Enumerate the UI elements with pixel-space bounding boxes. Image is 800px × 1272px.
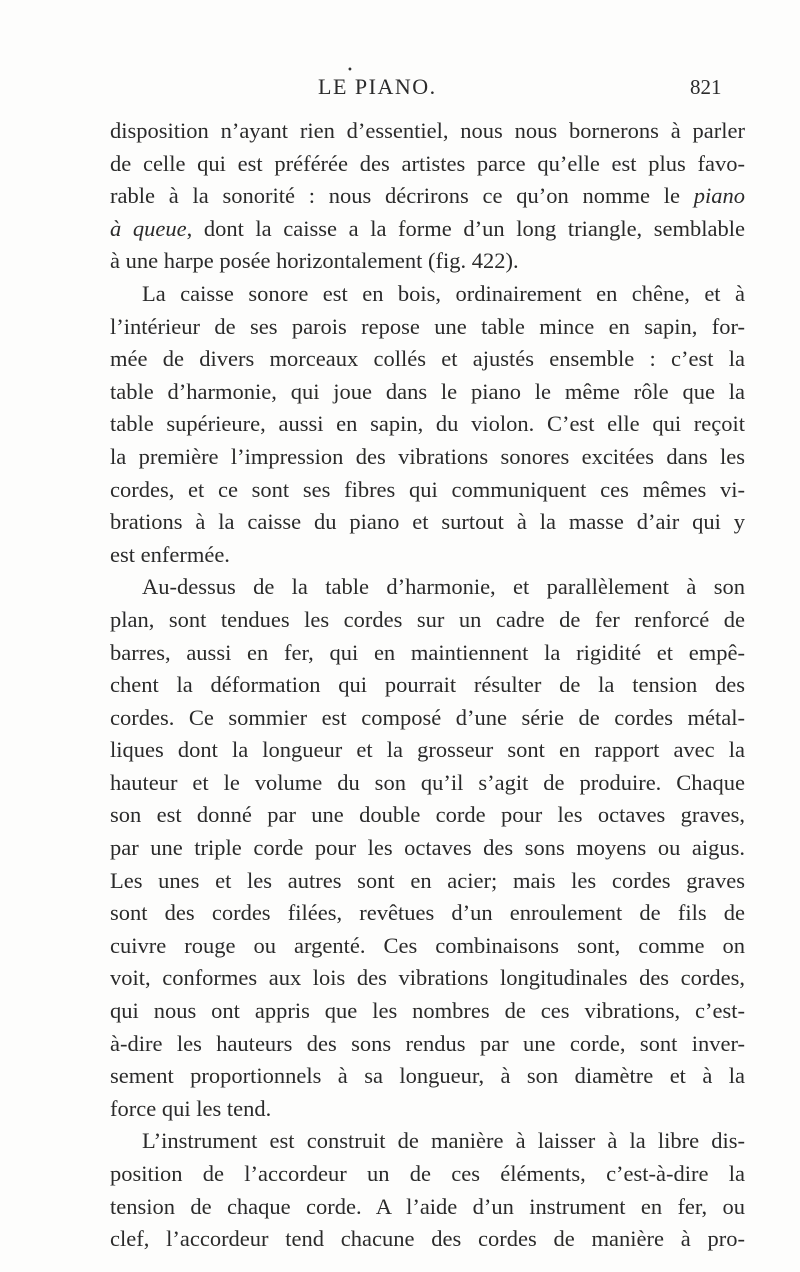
running-header [0, 74, 800, 104]
text-line: disposition n’ayant rien d’essentiel, nous nous bornerons à parler [110, 118, 745, 143]
text-line: cordes. Ce sommier est composé d’une série de cordes métal- [110, 704, 745, 730]
text-line: cuivre rouge ou argenté. Ces combinaisons sont, comme on [110, 932, 745, 958]
text-line: l’intérieur de ses parois repose une table mince en sapin, for- [110, 313, 745, 339]
text-line: rable à la sonorité : nous décrirons ce qu’on nomme le piano [110, 183, 745, 209]
paragraph [110, 571, 745, 1125]
text-line: à queue, dont la caisse a la forme d’un long triangle, semblable [110, 215, 746, 241]
text-line: Les unes et les autres sont en acier; mais les cordes graves [110, 867, 745, 893]
text-line: barres, aussi en fer, qui en maintiennent la rigidité et empê- [110, 639, 745, 665]
paragraph [110, 115, 745, 278]
text-line: force qui les tend. [110, 1095, 272, 1121]
text-line: table d’harmonie, qui joue dans le piano le même rôle que la [110, 378, 745, 404]
paragraph [110, 1125, 745, 1255]
printer-mark: • [347, 65, 353, 76]
page-number: 821 [690, 75, 722, 99]
paragraph [110, 278, 745, 571]
text-line: liques dont la longueur et la grosseur sont en rapport avec la [110, 737, 745, 763]
text-line: qui nous ont appris que les nombres de ces vibrations, c’est- [110, 998, 745, 1024]
body-text [110, 115, 745, 1256]
text-line: mée de divers morceaux collés et ajustés ensemble : c’est la [110, 346, 745, 372]
text-line: brations à la caisse du piano et surtout à la masse d’air qui y [110, 509, 745, 535]
text-line: clef, l’accordeur tend chacune des cordes de manière à pro- [110, 1226, 745, 1252]
text-line: tension de chaque corde. A l’aide d’un instrument en fer, ou [110, 1193, 745, 1219]
text-line: plan, sont tendues les cordes sur un cadre de fer renforcé de [110, 606, 745, 632]
text-line: hauteur et le volume du son qu’il s’agit de produire. Chaque [110, 769, 745, 795]
text-line: cordes, et ce sont ses fibres qui communiquent ces mêmes vi- [110, 476, 745, 502]
italic-text: piano [693, 183, 745, 209]
italic-text: à queue [110, 215, 187, 241]
text-line: est enfermée. [110, 541, 230, 567]
text-line: de celle qui est préférée des artistes parce qu’elle est plus favo- [110, 150, 745, 176]
running-head-title: LE PIANO. [318, 74, 437, 99]
text-line: La caisse sonore est en bois, ordinairement en chêne, et à [142, 280, 745, 306]
text-line: Au-dessus de la table d’harmonie, et parallèlement à son [142, 574, 745, 600]
text-line: par une triple corde pour les octaves des sons moyens ou aigus. [110, 835, 745, 861]
text-line: la première l’impression des vibrations sonores excitées dans les [110, 443, 745, 469]
text-line: sont des cordes filées, revêtues d’un enroulement de fils de [110, 900, 745, 926]
text-line: sement proportionnels à sa longueur, à son diamètre et à la [110, 1063, 745, 1089]
text-line: chent la déformation qui pourrait résulter de la tension des [110, 672, 745, 698]
text-line: son est donné par une double corde pour les octaves graves, [110, 802, 745, 828]
text-line: voit, conformes aux lois des vibrations longitudinales des cordes, [110, 965, 745, 991]
text-line: L’instrument est construit de manière à laisser à la libre dis- [142, 1128, 745, 1154]
text-line: position de l’accordeur un de ces éléments, c’est-à-dire la [110, 1161, 745, 1186]
text-line: table supérieure, aussi en sapin, du violon. C’est elle qui reçoit [110, 411, 745, 437]
text-line: à-dire les hauteurs des sons rendus par une corde, sont inver- [110, 1030, 745, 1056]
text-line: à une harpe posée horizontalement (fig. 422). [110, 248, 519, 274]
